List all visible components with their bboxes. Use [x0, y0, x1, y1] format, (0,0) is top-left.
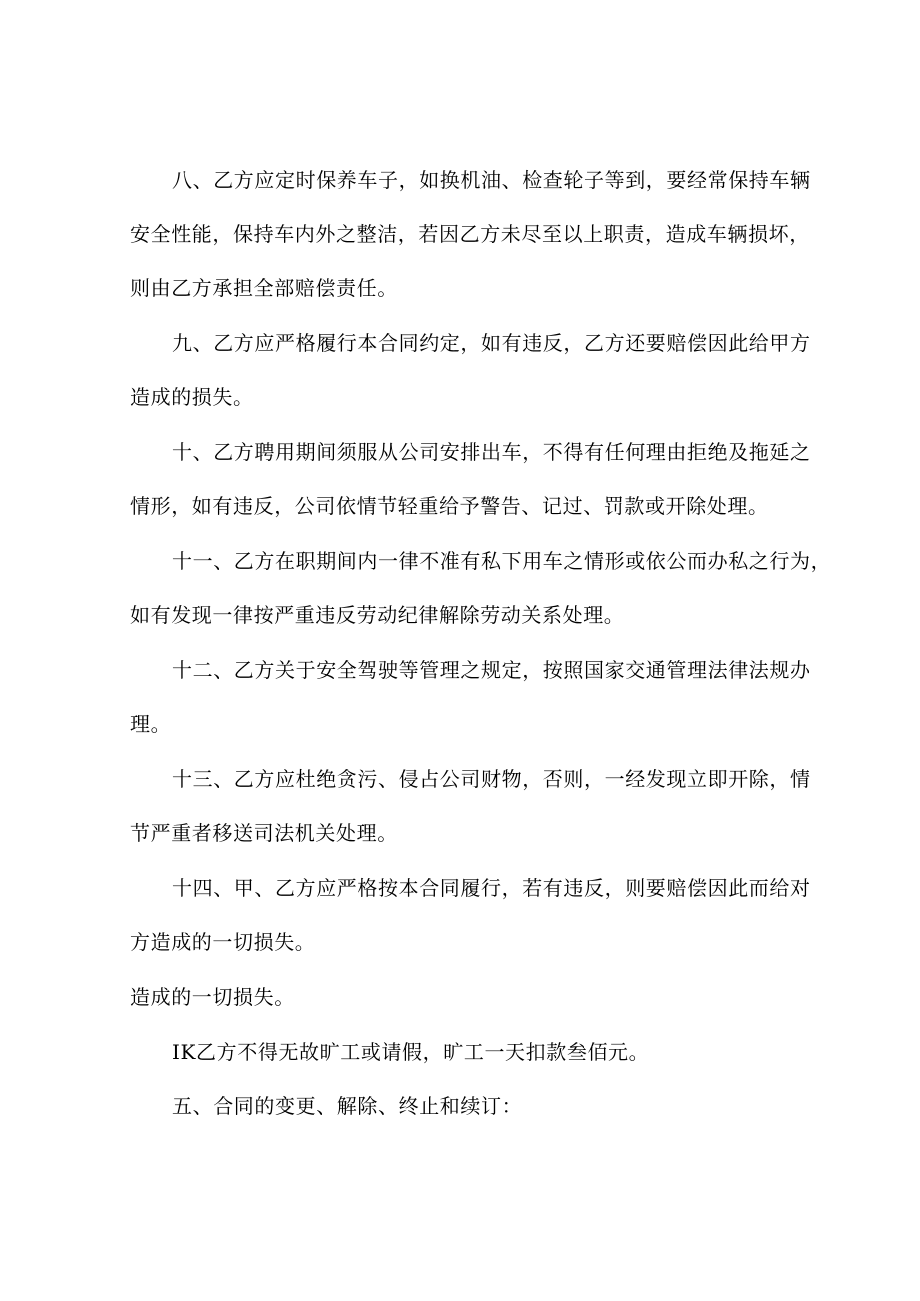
clause-9-line-1: 九、乙方应严格履行本合同约定，如有违反，乙方还要赔偿因此给甲方 [172, 331, 811, 355]
section-5-heading: 五、合同的变更、解除、终止和续订： [172, 1094, 523, 1118]
clause-12-line-1: 十二、乙方关于安全驾驶等管理之规定，按照国家交通管理法律法规办 [172, 658, 811, 682]
clause-8-line-2: 安全性能，保持车内外之整洁，若因乙方未尽至以上职责，造成车辆损坏， [130, 222, 810, 246]
clause-11-line-1: 十一、乙方在职期间内一律不准有私下用车之情形或依公而办私之行为， [172, 549, 832, 573]
clause-11-line-2: 如有发现一律按严重违反劳动纪律解除劳动关系处理。 [130, 603, 625, 627]
loss-line: 造成的一切损失。 [130, 985, 295, 1009]
clause-9-line-2: 造成的损失。 [130, 385, 254, 409]
clause-13-line-1: 十三、乙方应杜绝贪污、侵占公司财物，否则，一经发现立即开除，情 [172, 767, 811, 791]
clause-14-line-1: 十四、甲、乙方应严格按本合同履行，若有违反，则要赔偿因此而给对 [172, 876, 811, 900]
clause-10-line-1: 十、乙方聘用期间须服从公司安排出车，不得有任何理由拒绝及拖延之 [172, 440, 811, 464]
clause-12-line-2: 理。 [130, 712, 172, 736]
clause-8-line-1: 八、乙方应定时保养车子，如换机油、检查轮子等到，要经常保持车辆 [172, 168, 811, 192]
clause-8-line-3: 则由乙方承担全部赔偿责任。 [130, 276, 398, 300]
clause-10-line-2: 情形，如有违反，公司依情节轻重给予警告、记过、罚款或开除处理。 [130, 494, 769, 518]
clause-13-line-2: 节严重者移送司法机关处理。 [130, 821, 398, 845]
clause-14-line-2: 方造成的一切损失。 [130, 930, 316, 954]
absence-penalty-line: IK乙方不得无故旷工或请假，旷工一天扣款叁佰元。 [172, 1040, 650, 1064]
